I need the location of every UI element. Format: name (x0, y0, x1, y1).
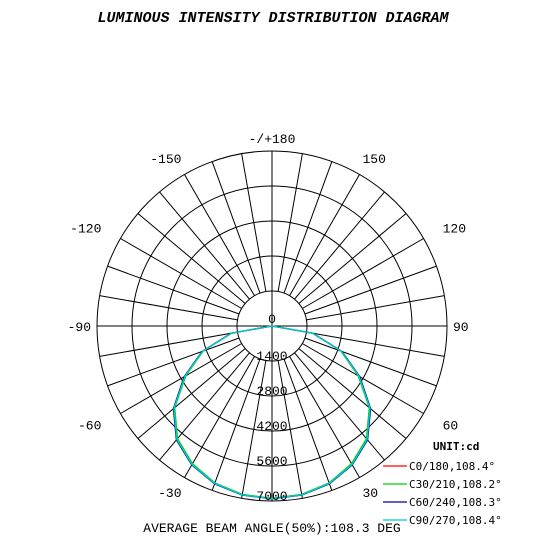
grid-spoke (242, 154, 266, 292)
radial-tick-label: 1400 (256, 349, 288, 364)
angle-label: -90 (67, 320, 91, 335)
radial-tick-label: 2800 (256, 384, 288, 399)
grid-spoke (100, 296, 238, 320)
angle-label: 90 (453, 320, 469, 335)
grid-spoke (138, 214, 245, 304)
grid-spoke (120, 344, 241, 414)
radial-tick-label: 5600 (256, 454, 288, 469)
legend-entry: C30/210,108.2° (409, 478, 502, 491)
grid-spoke (305, 338, 437, 386)
radial-tick-label: 4200 (256, 419, 288, 434)
beam-angle-footer: AVERAGE BEAM ANGLE(50%):108.3 DEG (143, 521, 401, 536)
grid-spoke (284, 359, 332, 491)
legend-entry: C0/180,108.4° (409, 460, 496, 473)
grid-spoke (306, 332, 444, 356)
grid-spoke (290, 174, 360, 295)
grid-spoke (299, 349, 406, 439)
unit-label: UNIT:cd (433, 440, 480, 453)
grid-spoke (138, 349, 245, 439)
grid-spoke (299, 214, 406, 304)
grid-spoke (108, 266, 240, 314)
legend (383, 460, 502, 527)
grid-spoke (305, 266, 437, 314)
angle-label: -/+180 (248, 132, 296, 147)
grid-spoke (284, 162, 332, 294)
grid-spoke (185, 356, 255, 477)
grid-spoke (295, 353, 385, 460)
grid-spoke (295, 192, 385, 299)
grid-spoke (302, 239, 423, 309)
grid-spoke (302, 344, 423, 414)
angle-label: -150 (150, 151, 182, 167)
angle-label: -120 (70, 221, 102, 237)
grid-spoke (278, 154, 302, 292)
angle-labels (68, 132, 469, 501)
legend-entry: C60/240,108.3° (409, 496, 502, 509)
grid-spoke (212, 359, 260, 491)
angle-label: 60 (442, 418, 459, 434)
grid-spoke (306, 296, 444, 320)
angle-label: 150 (362, 151, 386, 167)
grid-spoke (290, 356, 360, 477)
angle-label: 0 (268, 312, 276, 327)
grid-spoke (160, 353, 250, 460)
angle-label: 30 (362, 486, 379, 502)
angle-label: -60 (77, 418, 102, 434)
grid-spoke (160, 192, 250, 299)
angle-label: 120 (442, 221, 467, 237)
grid-spoke (120, 239, 241, 309)
grid-spoke (185, 174, 255, 295)
legend-entry: C90/270,108.4° (409, 514, 502, 527)
angle-label: -30 (158, 486, 182, 502)
grid-spoke (212, 162, 260, 294)
grid-spoke (108, 338, 240, 386)
grid-spoke (100, 332, 238, 356)
chart-title: LUMINOUS INTENSITY DISTRIBUTION DIAGRAM (97, 10, 449, 27)
radial-tick-label: 7000 (256, 489, 288, 504)
